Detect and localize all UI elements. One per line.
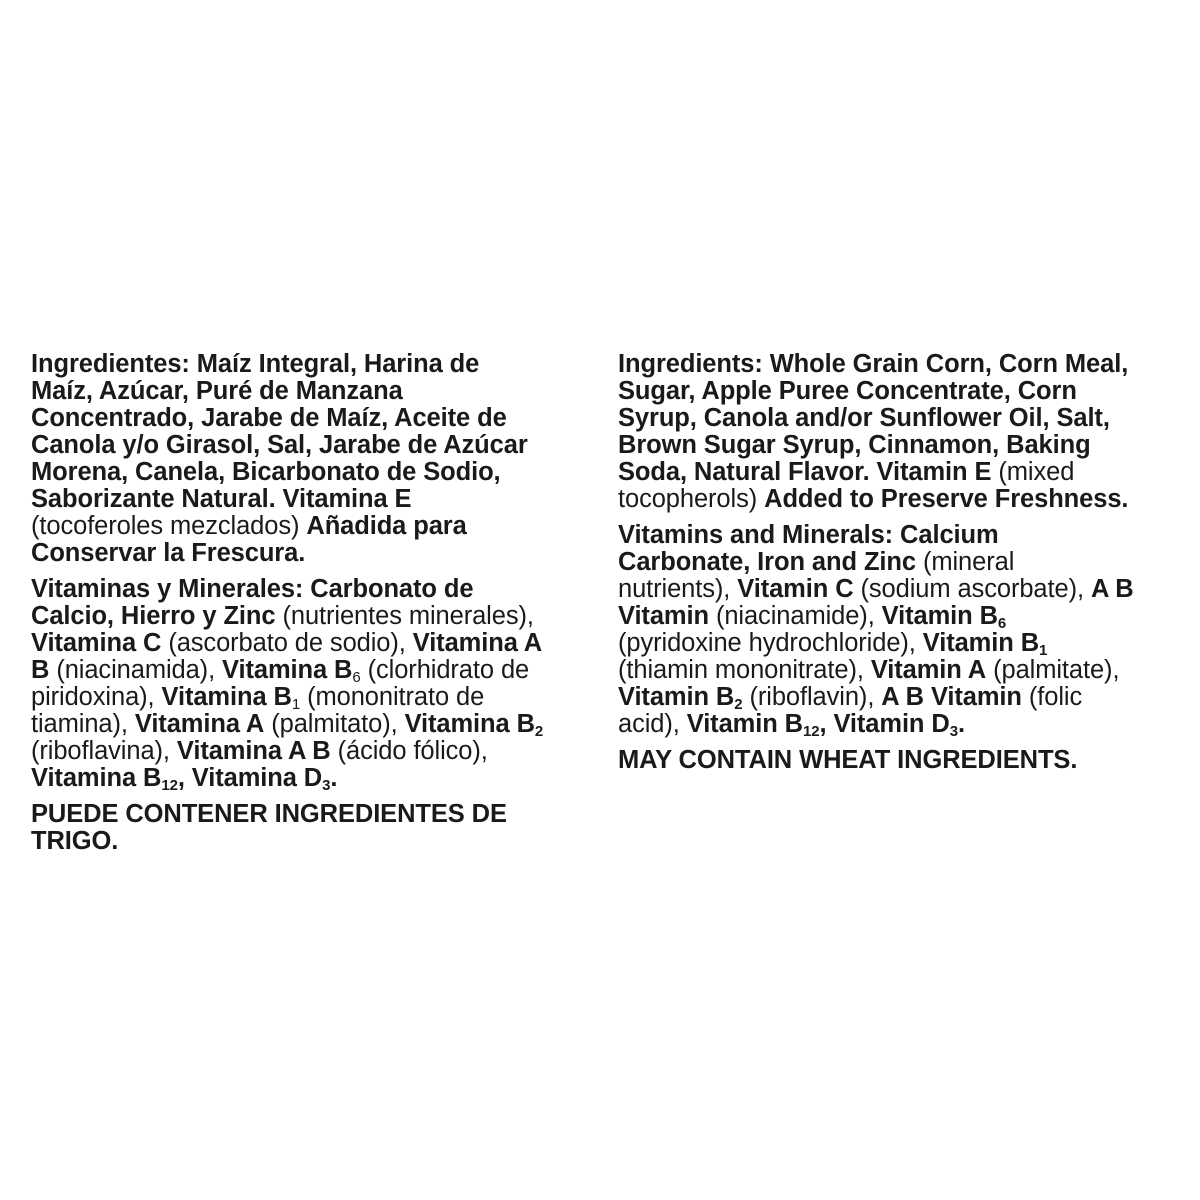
- en-ingredients-line: [618, 351, 1128, 378]
- es-text: B: [31, 656, 50, 684]
- en-ingredients-line: [618, 459, 1074, 486]
- es-vitamins-line: [31, 576, 473, 603]
- en-text: Vitamin C: [737, 575, 854, 603]
- es-text: Vitamina B: [222, 656, 353, 684]
- es-text: Vitamina A B: [176, 737, 331, 765]
- en-text: Vitamin B: [686, 710, 803, 738]
- es-text: Concentrado, Jarabe de Maíz, Aceite de: [31, 404, 507, 432]
- en-text: Vitamin B: [881, 602, 998, 630]
- es-vitamins-line: [31, 657, 529, 684]
- es-ingredients-line: [31, 486, 411, 513]
- es-text: Conservar la Frescura.: [31, 539, 306, 567]
- es-vitamins-line: [31, 765, 337, 792]
- en-text: .: [957, 710, 965, 738]
- es-text: (niacinamida),: [49, 656, 223, 684]
- en-text: A B Vitamin: [881, 683, 1022, 711]
- en-text: Vitamin B: [922, 629, 1040, 657]
- es-text: TRIGO.: [31, 827, 119, 855]
- es-subscript: 3: [322, 777, 331, 794]
- es-subscript: 2: [534, 723, 544, 740]
- es-text: (clorhidrato de: [360, 656, 530, 684]
- es-text: (tocoferoles mezclados): [31, 512, 307, 540]
- en-text: Vitamin B: [618, 683, 735, 711]
- en-text: Vitamin A: [870, 656, 987, 684]
- es-text: (mononitrato de: [300, 683, 485, 711]
- en-text: A B: [1090, 575, 1134, 603]
- en-text: (mixed: [991, 458, 1075, 486]
- es-text: Vitamina A: [134, 710, 265, 738]
- en-vitamins-line: [618, 630, 1047, 657]
- es-text: (ascorbato de sodio),: [161, 629, 413, 657]
- en-text: Ingredients: Whole Grain Corn, Corn Meal,: [618, 350, 1129, 378]
- en-text: , Vitamin D: [819, 710, 950, 738]
- es-text: Morena, Canela, Bicarbonato de Sodio,: [31, 458, 501, 486]
- en-ingredients-line: [618, 405, 1110, 432]
- es-ingredients-line: [31, 378, 403, 405]
- es-ingredients-line: [31, 405, 507, 432]
- en-text: (pyridoxine hydrochloride),: [618, 629, 923, 657]
- es-vitamins-line: [31, 738, 488, 765]
- es-text: , Vitamina D: [177, 764, 323, 792]
- es-ingredients-line: [31, 351, 479, 378]
- es-text: Vitamina B: [404, 710, 535, 738]
- es-text: Vitamina A: [412, 629, 543, 657]
- es-text: (palmitato),: [264, 710, 405, 738]
- en-text: (niacinamide),: [708, 602, 882, 630]
- en-subscript: 12: [803, 723, 820, 740]
- es-text: piridoxina),: [31, 683, 162, 711]
- es-text: (riboflavina),: [31, 737, 177, 765]
- es-vitamins-line: [31, 630, 542, 657]
- es-text: Canola y/o Girasol, Sal, Jarabe de Azúcar: [31, 431, 528, 459]
- es-vitamins-line: [31, 684, 484, 711]
- en-text: (mineral: [915, 548, 1015, 576]
- es-text: Añadida para: [306, 512, 467, 540]
- es-ingredients-line: [31, 459, 501, 486]
- es-subscript: 6: [352, 669, 361, 686]
- es-text: .: [330, 764, 338, 792]
- en-text: (palmitate),: [986, 656, 1120, 684]
- en-text: nutrients),: [618, 575, 738, 603]
- en-text: Vitamins and Minerals: Calcium: [618, 521, 999, 549]
- es-text: Maíz, Azúcar, Puré de Manzana: [31, 377, 403, 405]
- es-text: Vitamina B: [161, 683, 292, 711]
- en-subscript: 3: [949, 723, 958, 740]
- en-text: Added to Preserve Freshness.: [764, 485, 1129, 513]
- es-vitamins-line: [31, 603, 534, 630]
- es-text: PUEDE CONTENER INGREDIENTES DE: [31, 800, 507, 828]
- en-text: (thiamin mononitrate),: [618, 656, 871, 684]
- en-subscript: 6: [997, 615, 1007, 632]
- es-text: Calcio, Hierro y Zinc: [31, 602, 276, 630]
- es-vitamins-line: [31, 711, 543, 738]
- es-text: (nutrientes minerales),: [275, 602, 534, 630]
- es-subscript: 12: [161, 777, 178, 794]
- en-text: Sugar, Apple Puree Concentrate, Corn: [618, 377, 1077, 405]
- en-text: MAY CONTAIN WHEAT INGREDIENTS.: [618, 746, 1078, 774]
- en-text: tocopherols): [618, 485, 765, 513]
- en-allergen-line: [618, 747, 1077, 774]
- en-text: Carbonate, Iron and Zinc: [618, 548, 916, 576]
- en-ingredients-line: [618, 486, 1128, 513]
- en-text: Soda, Natural Flavor. Vitamin E: [618, 458, 992, 486]
- en-vitamins-line: [618, 711, 965, 738]
- en-text: (riboflavin),: [742, 683, 882, 711]
- es-text: Ingredientes: Maíz Integral, Harina de: [31, 350, 480, 378]
- en-vitamins-line: [618, 576, 1134, 603]
- es-allergen-line: [31, 801, 507, 828]
- es-text: tiamina),: [31, 710, 135, 738]
- es-text: (ácido fólico),: [330, 737, 488, 765]
- en-vitamins-line: [618, 522, 999, 549]
- en-vitamins-line: [618, 684, 1082, 711]
- en-subscript: 2: [734, 696, 743, 713]
- en-vitamins-line: [618, 657, 1119, 684]
- en-text: Vitamin: [618, 602, 709, 630]
- es-ingredients-line: [31, 513, 467, 540]
- es-ingredients-line: [31, 432, 528, 459]
- en-text: Syrup, Canola and/or Sunflower Oil, Salt,: [618, 404, 1110, 432]
- en-text: (folic: [1021, 683, 1083, 711]
- en-text: Brown Sugar Syrup, Cinnamon, Baking: [618, 431, 1091, 459]
- es-subscript: 1: [291, 696, 301, 713]
- en-subscript: 1: [1039, 642, 1048, 659]
- es-ingredients-line: [31, 540, 305, 567]
- en-ingredients-line: [618, 432, 1091, 459]
- es-text: Vitaminas y Minerales: Carbonato de: [31, 575, 474, 603]
- en-text: (sodium ascorbate),: [853, 575, 1091, 603]
- es-text: Vitamina C: [31, 629, 162, 657]
- en-text: acid),: [618, 710, 687, 738]
- es-allergen-line: [31, 828, 118, 855]
- en-vitamins-line: [618, 549, 1014, 576]
- en-ingredients-line: [618, 378, 1077, 405]
- es-text: Saborizante Natural. Vitamina E: [31, 485, 412, 513]
- en-vitamins-line: [618, 603, 1006, 630]
- es-text: Vitamina B: [31, 764, 162, 792]
